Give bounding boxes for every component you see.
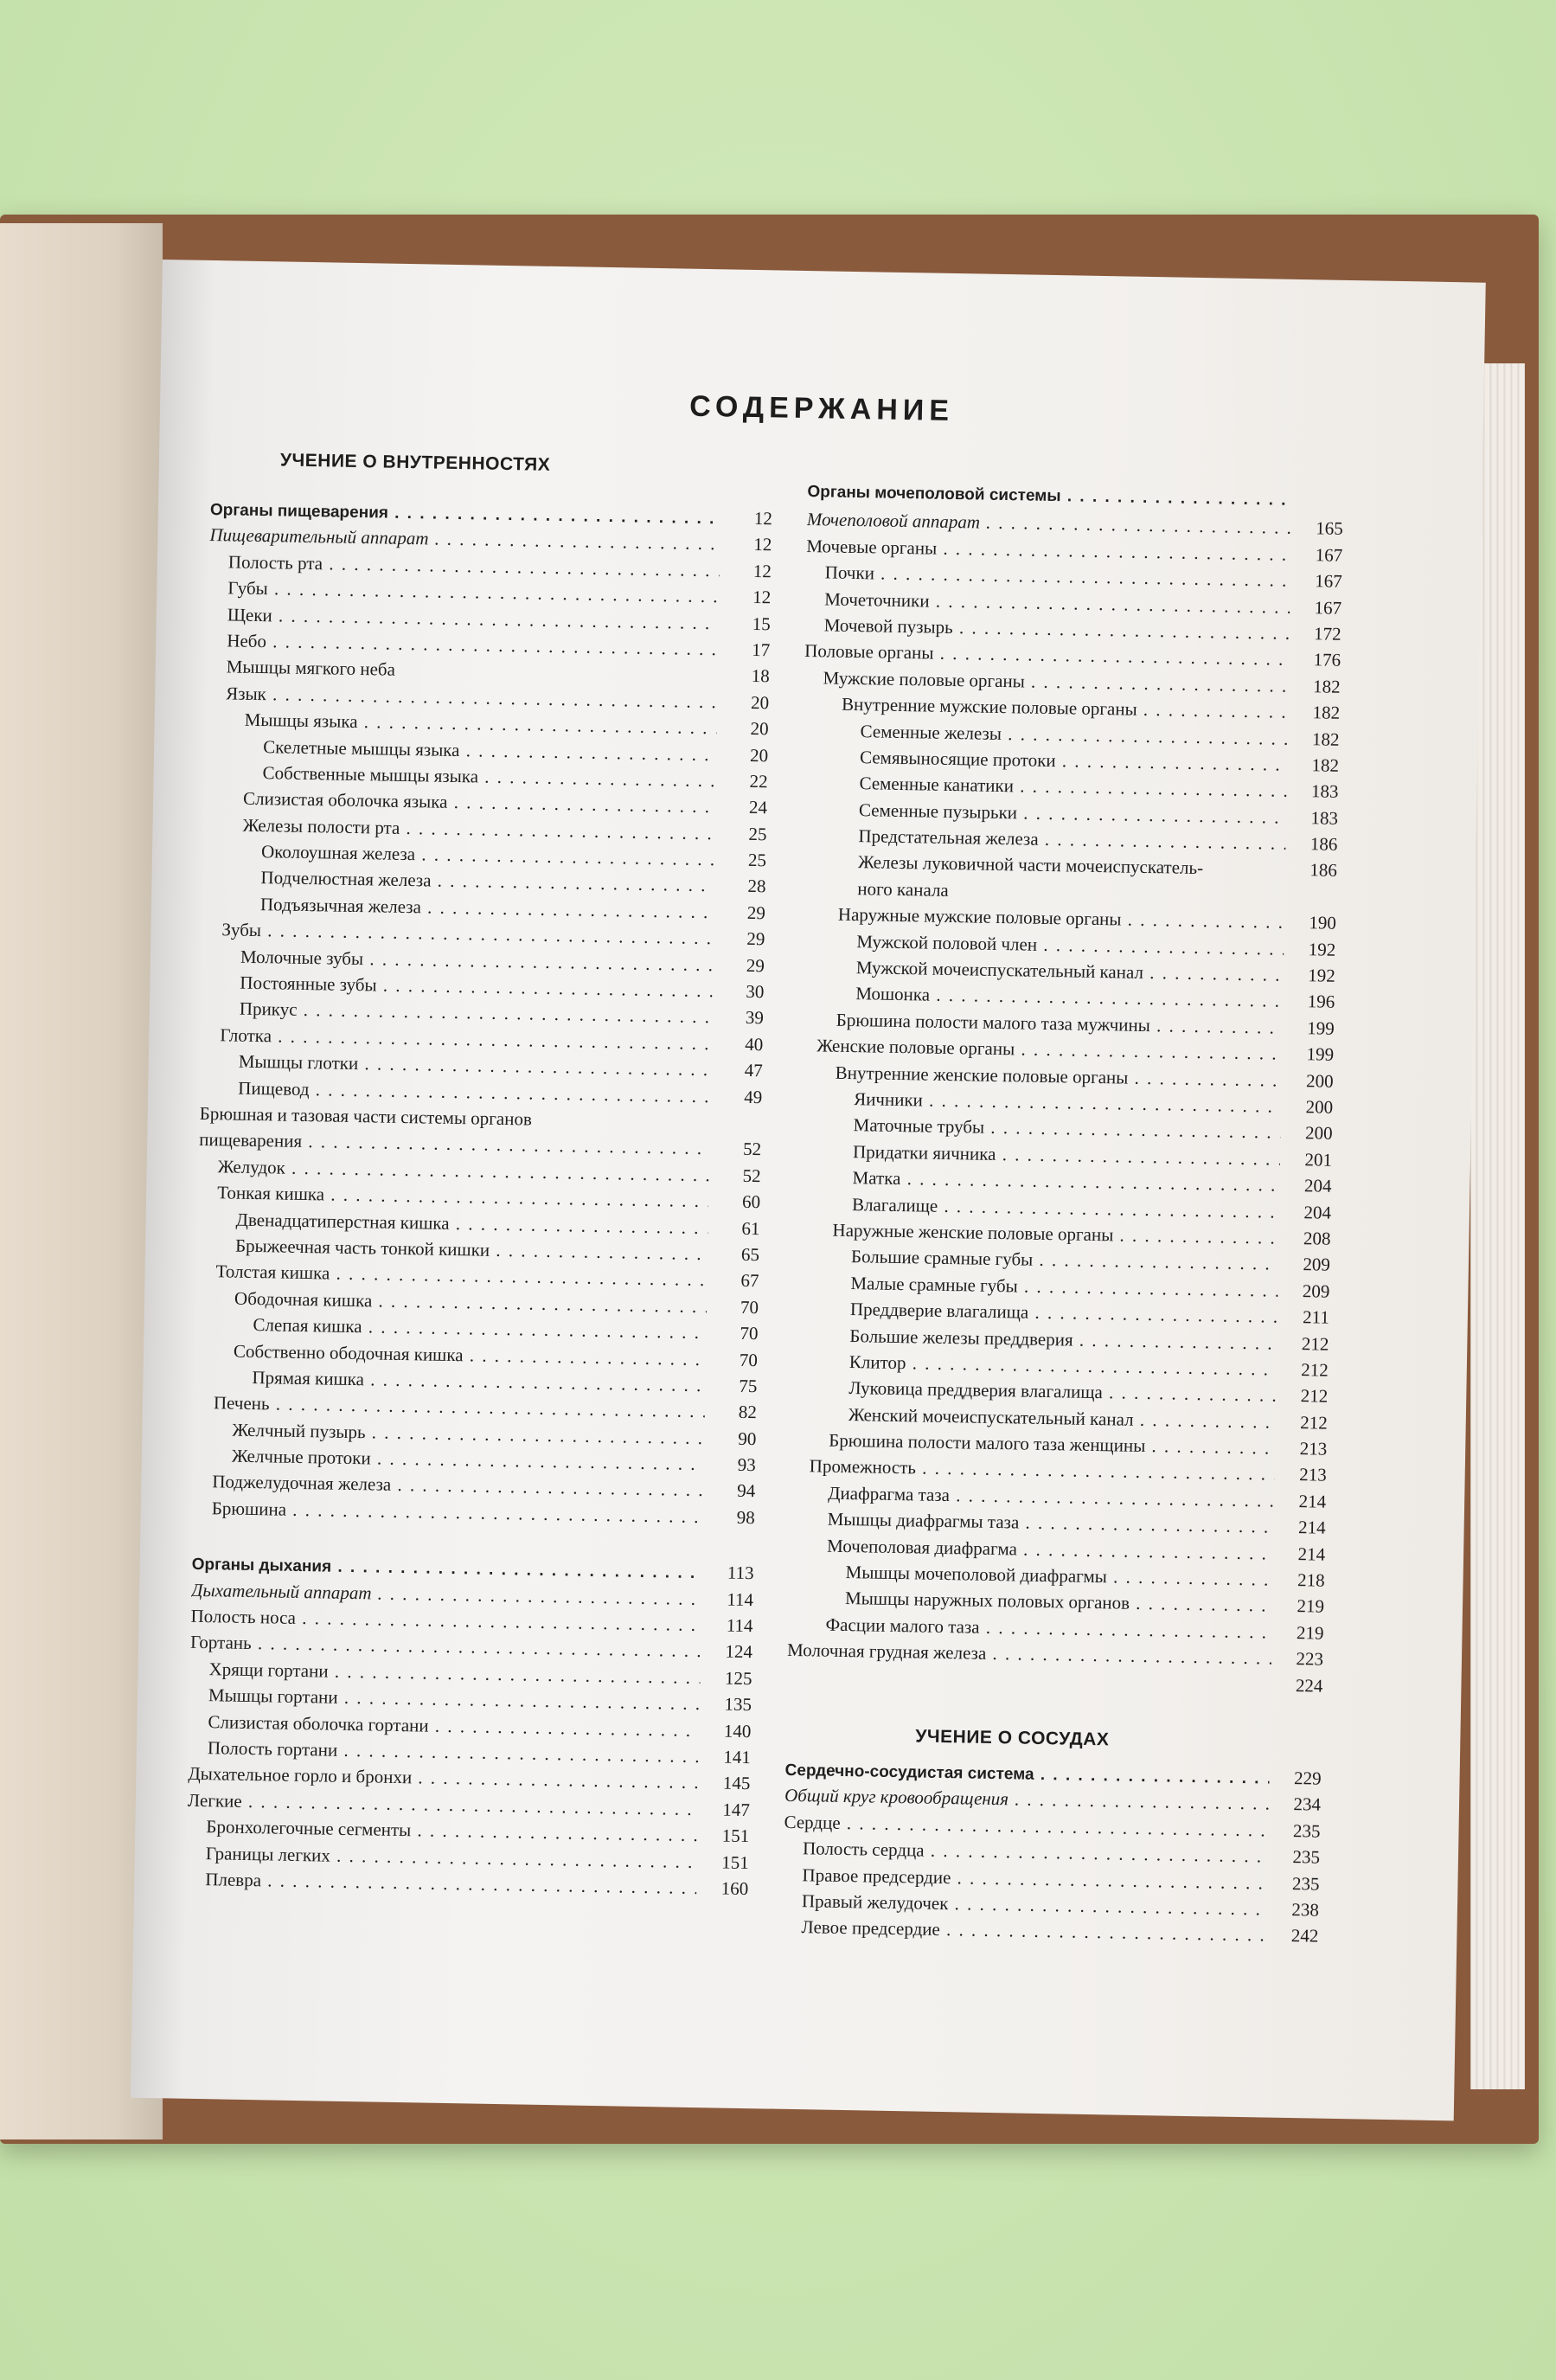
toc-entry-page: 114 <box>726 1614 753 1637</box>
toc-entry-page: 200 <box>1305 1069 1334 1092</box>
toc-entry-page: 192 <box>1308 965 1335 986</box>
toc-entry-page: 93 <box>737 1453 756 1476</box>
toc-entry-page: 12 <box>753 507 773 529</box>
toc-entry-title: Диафрагма таза . . . <box>828 1482 1274 1511</box>
toc-entry-title: Почки . . . <box>825 562 1290 592</box>
toc-entry-title: Толстая кишка . . . <box>215 1261 707 1292</box>
toc-entry-page: 98 <box>736 1506 755 1529</box>
toc-entry-page <box>1284 902 1336 903</box>
toc-entry-page: 242 <box>1290 1925 1319 1947</box>
toc-entry-title: Желчные протоки . . . <box>232 1446 704 1476</box>
toc-entry-title: Желчный пузырь . . . <box>232 1419 704 1449</box>
toc-entry-page: 49 <box>744 1086 763 1107</box>
toc-entry-page: 147 <box>722 1799 751 1820</box>
section-heading-viscera: УЧЕНИЕ О ВНУТРЕННОСТЯХ <box>279 450 551 475</box>
toc-entry-title: Подъязычная железа . . . <box>260 894 714 923</box>
toc-entry-title: Клитор . . . <box>849 1351 1277 1381</box>
toc-entry-page: 186 <box>1309 833 1338 855</box>
toc-entry-title: Общий круг кровообращения . . . <box>784 1785 1269 1815</box>
toc-entry-title: Мышцы мягкого неба <box>226 656 396 681</box>
toc-entry-title: Промежность . . . <box>810 1456 1275 1485</box>
toc-entry-title: Собственно ободочная кишка . . . <box>234 1340 706 1370</box>
toc-entry-page: 219 <box>1296 1621 1324 1644</box>
toc-entry-page: 190 <box>1309 912 1337 934</box>
toc-entry-page: 212 <box>1300 1411 1328 1434</box>
toc-entry-title: Сердечно-сосудистая система . . . <box>784 1761 1269 1789</box>
toc-entry-title: Левое предсердие . . . <box>801 1917 1266 1947</box>
toc-entry-page: 70 <box>739 1349 759 1370</box>
toc-entry-title: Зубы . . . <box>221 920 713 950</box>
toc-entry-page: 208 <box>1303 1228 1331 1249</box>
toc-entry-title: Предстательная железа . . . <box>858 825 1285 855</box>
toc-entry-title: Мошонка . . . <box>855 984 1283 1013</box>
page-title: СОДЕРЖАНИЕ <box>688 389 955 427</box>
toc-entry-title: Женский мочеиспускательный канал . . . <box>848 1404 1276 1434</box>
toc-entry-page: 29 <box>746 901 766 924</box>
toc-entry-page: 12 <box>753 534 772 555</box>
toc-entry-page: 61 <box>741 1217 760 1239</box>
toc-entry-page: 182 <box>1312 676 1341 697</box>
toc-entry-title: Пищевод . . . <box>238 1077 710 1107</box>
toc-entry-page: 20 <box>750 718 769 740</box>
toc-entry-page: 12 <box>752 560 772 582</box>
toc-entry-title: Мышцы мочеполовой диафрагмы . . . <box>845 1562 1272 1591</box>
toc-entry-page: 196 <box>1307 991 1335 1013</box>
toc-entry-page: 204 <box>1303 1201 1332 1223</box>
toc-entry-title: Дыхательный аппарат . . . <box>191 1579 701 1609</box>
toc-left-column <box>186 498 772 1904</box>
toc-entry-title: Мужской мочеиспускательный канал . . . <box>856 957 1284 986</box>
toc-entry-title: Пищеварительный аппарат . . . <box>209 524 720 555</box>
toc-entry-title: Органы дыхания . . . <box>191 1556 701 1583</box>
toc-entry-page: 192 <box>1308 938 1336 960</box>
toc-entry-page: 213 <box>1298 1464 1327 1486</box>
toc-entry-title: Мочеполовой аппарат . . . <box>807 509 1291 539</box>
toc-entry-page: 176 <box>1313 649 1341 671</box>
toc-entry-page: 212 <box>1301 1332 1329 1355</box>
toc-entry-page: 82 <box>738 1402 758 1423</box>
toc-entry-title: Прикус . . . <box>240 998 712 1029</box>
toc-entry-page: 167 <box>1314 596 1342 619</box>
toc-entry-title: Двенадцатиперстная кишка . . . <box>235 1209 708 1239</box>
toc-entry-page <box>1291 505 1343 506</box>
toc-entry-page: 70 <box>740 1322 759 1344</box>
toc-entry-page: 29 <box>746 928 765 950</box>
toc-entry-page: 52 <box>742 1164 761 1186</box>
toc-entry-title: Железы полости рта . . . <box>242 814 714 844</box>
toc-entry-title: Органы мочеполовой системы . . . <box>807 483 1291 510</box>
toc-entry-page: 234 <box>1293 1793 1322 1816</box>
toc-entry-page: 183 <box>1310 806 1339 829</box>
section-heading-vessels: УЧЕНИЕ О СОСУДАХ <box>915 1726 1110 1750</box>
toc-entry-title: Половые органы . . . <box>804 640 1289 670</box>
toc-entry-page: 167 <box>1315 544 1343 566</box>
toc-entry-title: Подчелюстная железа . . . <box>260 868 714 897</box>
toc-entry-page: 60 <box>741 1191 761 1213</box>
toc-entry-page: 160 <box>720 1877 749 1900</box>
toc-entry-title: Семенные железы . . . <box>860 721 1287 750</box>
toc-entry-title: Мужские половые органы . . . <box>823 667 1288 696</box>
toc-entry-title: Полость гортани . . . <box>208 1737 699 1767</box>
toc-entry-title: Хрящи гортани . . . <box>208 1658 700 1689</box>
toc-entry-page: 29 <box>746 954 765 976</box>
toc-entry-page: 12 <box>752 587 772 608</box>
toc-entry-title: Яичники . . . <box>854 1088 1281 1118</box>
toc-entry-title: Луковица преддверия влагалища . . . <box>848 1377 1276 1407</box>
toc-entry-title: Органы пищеварения . . . <box>210 501 720 529</box>
toc-entry-page: 182 <box>1312 702 1341 723</box>
toc-entry-title: Мышцы языка . . . <box>245 709 717 740</box>
toc-entry-page: 201 <box>1304 1148 1333 1171</box>
toc-entry-title: Мышцы наружных половых органов . . . <box>845 1588 1272 1617</box>
toc-entry-page: 200 <box>1304 1122 1333 1145</box>
toc-entry-title: Правое предсердие . . . <box>802 1864 1267 1894</box>
toc-entry-page: 20 <box>749 744 769 766</box>
toc-entry-page: 67 <box>740 1270 759 1292</box>
toc-entry-title: Большие срамные губы . . . <box>851 1246 1278 1275</box>
toc-entry-title: Прямая кишка . . . <box>252 1367 705 1396</box>
toc-entry-page: 165 <box>1316 517 1343 540</box>
toc-entry-title: Большие железы преддверия . . . <box>849 1325 1277 1355</box>
toc-entry-page: 125 <box>724 1667 752 1689</box>
toc-entry-title: Мужской половой член . . . <box>856 931 1284 960</box>
toc-entry-page: 145 <box>722 1772 751 1794</box>
toc-entry-title: Желудок . . . <box>217 1156 708 1186</box>
toc-entry-title: Мочевые органы . . . <box>806 536 1290 566</box>
toc-entry-title: Границы легких . . . <box>206 1843 697 1873</box>
toc-entry-title: Бронхолегочные сегменты . . . <box>206 1816 697 1846</box>
toc-entry-title: Полость сердца . . . <box>803 1838 1268 1867</box>
toc-entry-page: 199 <box>1306 1043 1335 1065</box>
toc-entry-title: Гортань . . . <box>190 1632 701 1662</box>
toc-entry-title: Щеки . . . <box>227 604 719 634</box>
toc-entry-title: Брюшина полости малого таза женщины . . . <box>829 1430 1275 1459</box>
toc-entry-title: Наружные женские половые органы . . . <box>832 1220 1278 1249</box>
toc-entry-page: 229 <box>1293 1767 1322 1789</box>
toc-entry-title: Небо . . . <box>227 630 718 660</box>
toc-entry-page: 167 <box>1315 570 1342 593</box>
toc-vessels-column <box>782 1759 1322 1953</box>
toc-entry-title: пищеварения . . . <box>199 1129 709 1159</box>
toc-entry-title: Ободочная кишка . . . <box>234 1287 707 1318</box>
toc-entry-page: 209 <box>1303 1254 1331 1276</box>
toc-entry-page: 151 <box>721 1851 749 1873</box>
toc-entry-title: Слизистая оболочка гортани . . . <box>208 1711 699 1742</box>
toc-entry-title: Маточные трубы . . . <box>853 1114 1280 1144</box>
toc-entry-page: 151 <box>721 1825 750 1847</box>
toc-entry-title: Полость носа . . . <box>190 1606 701 1636</box>
toc-entry-title: Брюшина . . . <box>212 1498 703 1528</box>
toc-entry-title: Придатки яичника . . . <box>853 1141 1280 1171</box>
toc-entry-page: 15 <box>752 613 771 634</box>
toc-entry-title: Железы луковичной части мочеиспускатель- <box>857 851 1204 879</box>
toc-entry-page: 204 <box>1303 1175 1332 1196</box>
toc-entry-page: 209 <box>1302 1280 1330 1302</box>
toc-entry-page: 212 <box>1300 1385 1329 1407</box>
toc-entry-title: Легкие . . . <box>188 1790 698 1820</box>
toc-entry-page: 52 <box>742 1139 762 1160</box>
toc-entry-page: 75 <box>739 1375 758 1397</box>
toc-entry-page: 114 <box>727 1588 754 1610</box>
toc-entry-page: 25 <box>747 850 767 871</box>
toc-right-column <box>786 483 1343 1702</box>
toc-entry-title: Слизистая оболочка языка . . . <box>243 788 715 818</box>
toc-entry-title: Околоушная железа . . . <box>261 841 714 870</box>
toc-entry-page: 135 <box>724 1693 752 1716</box>
toc-entry-title: Печень . . . <box>214 1393 705 1423</box>
toc-entry-title: Семенные канатики . . . <box>859 773 1286 802</box>
toc-entry-page: 140 <box>723 1720 752 1742</box>
toc-entry-page: 199 <box>1306 1017 1335 1039</box>
toc-entry-page: 94 <box>737 1480 756 1502</box>
toc-entry-title: Семявыносящие протоки . . . <box>860 747 1287 776</box>
toc-entry-page: 219 <box>1297 1595 1325 1618</box>
toc-entry-page: 200 <box>1305 1096 1334 1118</box>
toc-entry-title: Тонкая кишка . . . <box>217 1182 708 1212</box>
toc-entry-title: Дыхательное горло и бронхи . . . <box>188 1763 698 1793</box>
toc-entry-title: Малые срамные губы . . . <box>850 1273 1277 1302</box>
toc-entry-title: Язык . . . <box>226 683 717 713</box>
toc-entry-title: Глотка . . . <box>220 1024 711 1055</box>
toc-entry-page: 30 <box>746 980 765 1003</box>
toc-entry-page: 113 <box>727 1562 754 1584</box>
toc-entry-title: Внутренние мужские половые органы . . . <box>842 694 1288 723</box>
toc-entry-page: 214 <box>1297 1543 1326 1565</box>
toc-entry-page: 235 <box>1291 1872 1320 1895</box>
toc-entry-title: Мышцы диафрагмы таза . . . <box>827 1509 1273 1538</box>
toc-entry-title: Плевра . . . <box>205 1869 696 1899</box>
toc-entry-page: 211 <box>1302 1306 1330 1328</box>
toc-entry-page: 235 <box>1292 1819 1321 1842</box>
toc-entry-title: Влагалище . . . <box>852 1194 1279 1223</box>
toc-entry-page: 28 <box>747 876 766 897</box>
toc-entry-title: Собственные мышцы языка . . . <box>262 762 715 792</box>
toc-entry-page: 235 <box>1292 1846 1321 1868</box>
toc-entry-title: Преддверие влагалища . . . <box>850 1299 1277 1328</box>
toc-entry-title: Семенные пузырьки . . . <box>859 799 1286 829</box>
toc-entry-page: 22 <box>749 770 768 792</box>
toc-entry-title: Фасции малого таза . . . <box>825 1613 1271 1643</box>
toc-entry-page: 124 <box>725 1641 753 1663</box>
toc-entry-title: Молочная грудная железа . . . <box>787 1639 1271 1670</box>
toc-entry-page: 223 <box>1296 1648 1324 1670</box>
toc-entry-title: Женские половые органы . . . <box>816 1036 1282 1065</box>
toc-entry-page: 238 <box>1291 1899 1320 1921</box>
toc-entry-page: 65 <box>740 1243 760 1266</box>
toc-entry-title: Мочеточники . . . <box>824 588 1290 618</box>
contents-page <box>131 260 1486 2120</box>
toc-entry-title: Мышцы глотки . . . <box>239 1051 711 1081</box>
toc-entry-title: Скелетные мышцы языка . . . <box>263 736 716 766</box>
toc-entry-page: 214 <box>1298 1490 1327 1512</box>
toc-entry-page: 90 <box>738 1427 757 1449</box>
toc-entry-page: 182 <box>1311 754 1340 776</box>
toc-entry-title: Мышцы гортани . . . <box>208 1684 700 1715</box>
toc-entry-page: 24 <box>748 797 768 818</box>
toc-entry-page: 70 <box>740 1296 759 1318</box>
toc-entry-page: 212 <box>1301 1359 1329 1381</box>
toc-entry-page: 186 <box>1309 859 1338 882</box>
toc-entry-page: 40 <box>745 1033 764 1055</box>
toc-entry-page: 25 <box>748 823 767 844</box>
toc-entry-title: Брыжеечная часть тонкой кишки . . . <box>235 1235 708 1266</box>
toc-entry-title <box>786 1682 1271 1690</box>
toc-entry-title: Мочеполовая диафрагма . . . <box>827 1535 1273 1564</box>
toc-entry-page: 18 <box>751 665 770 687</box>
toc-entry-page: 17 <box>752 638 771 661</box>
toc-entry-page: 39 <box>745 1007 765 1029</box>
toc-entry-title: Полость рта . . . <box>228 551 720 581</box>
toc-entry-title: Брюшина полости малого таза мужчины . . . <box>836 1010 1283 1039</box>
toc-entry-title: Мочевой пузырь . . . <box>824 614 1290 644</box>
toc-entry-title: Молочные зубы . . . <box>240 946 713 976</box>
toc-entry-page: 214 <box>1297 1517 1326 1538</box>
toc-entry-title: Наружные мужские половые органы . . . <box>838 904 1284 933</box>
toc-entry-page: 47 <box>744 1060 763 1081</box>
toc-entry-title: Сердце . . . <box>784 1812 1268 1842</box>
toc-entry-page: 20 <box>750 691 770 714</box>
toc-entry-title: Внутренние женские половые органы . . . <box>835 1062 1281 1091</box>
toc-entry-page: 182 <box>1311 728 1340 750</box>
toc-entry-page: 141 <box>723 1746 752 1768</box>
toc-entry-title: Брюшная и тазовая части системы органов <box>199 1102 533 1130</box>
toc-entry-title: Матка . . . <box>852 1167 1279 1196</box>
toc-entry-page: 224 <box>1295 1674 1323 1697</box>
toc-entry-title: ного канала <box>857 877 949 901</box>
toc-entry-title: Поджелудочная железа . . . <box>212 1472 703 1502</box>
toc-entry-page: 218 <box>1297 1569 1325 1591</box>
toc-entry-title: Слепая кишка . . . <box>253 1314 706 1344</box>
toc-entry-page: 213 <box>1299 1438 1328 1459</box>
toc-entry-title: Губы . . . <box>227 578 719 608</box>
toc-entry-page: 172 <box>1313 623 1341 645</box>
toc-entry-page: 183 <box>1310 780 1339 803</box>
toc-entry-title: Постоянные зубы . . . <box>240 972 712 1003</box>
toc-entry-page <box>710 1128 762 1129</box>
toc-entry-title: Правый желудочек . . . <box>802 1890 1267 1920</box>
